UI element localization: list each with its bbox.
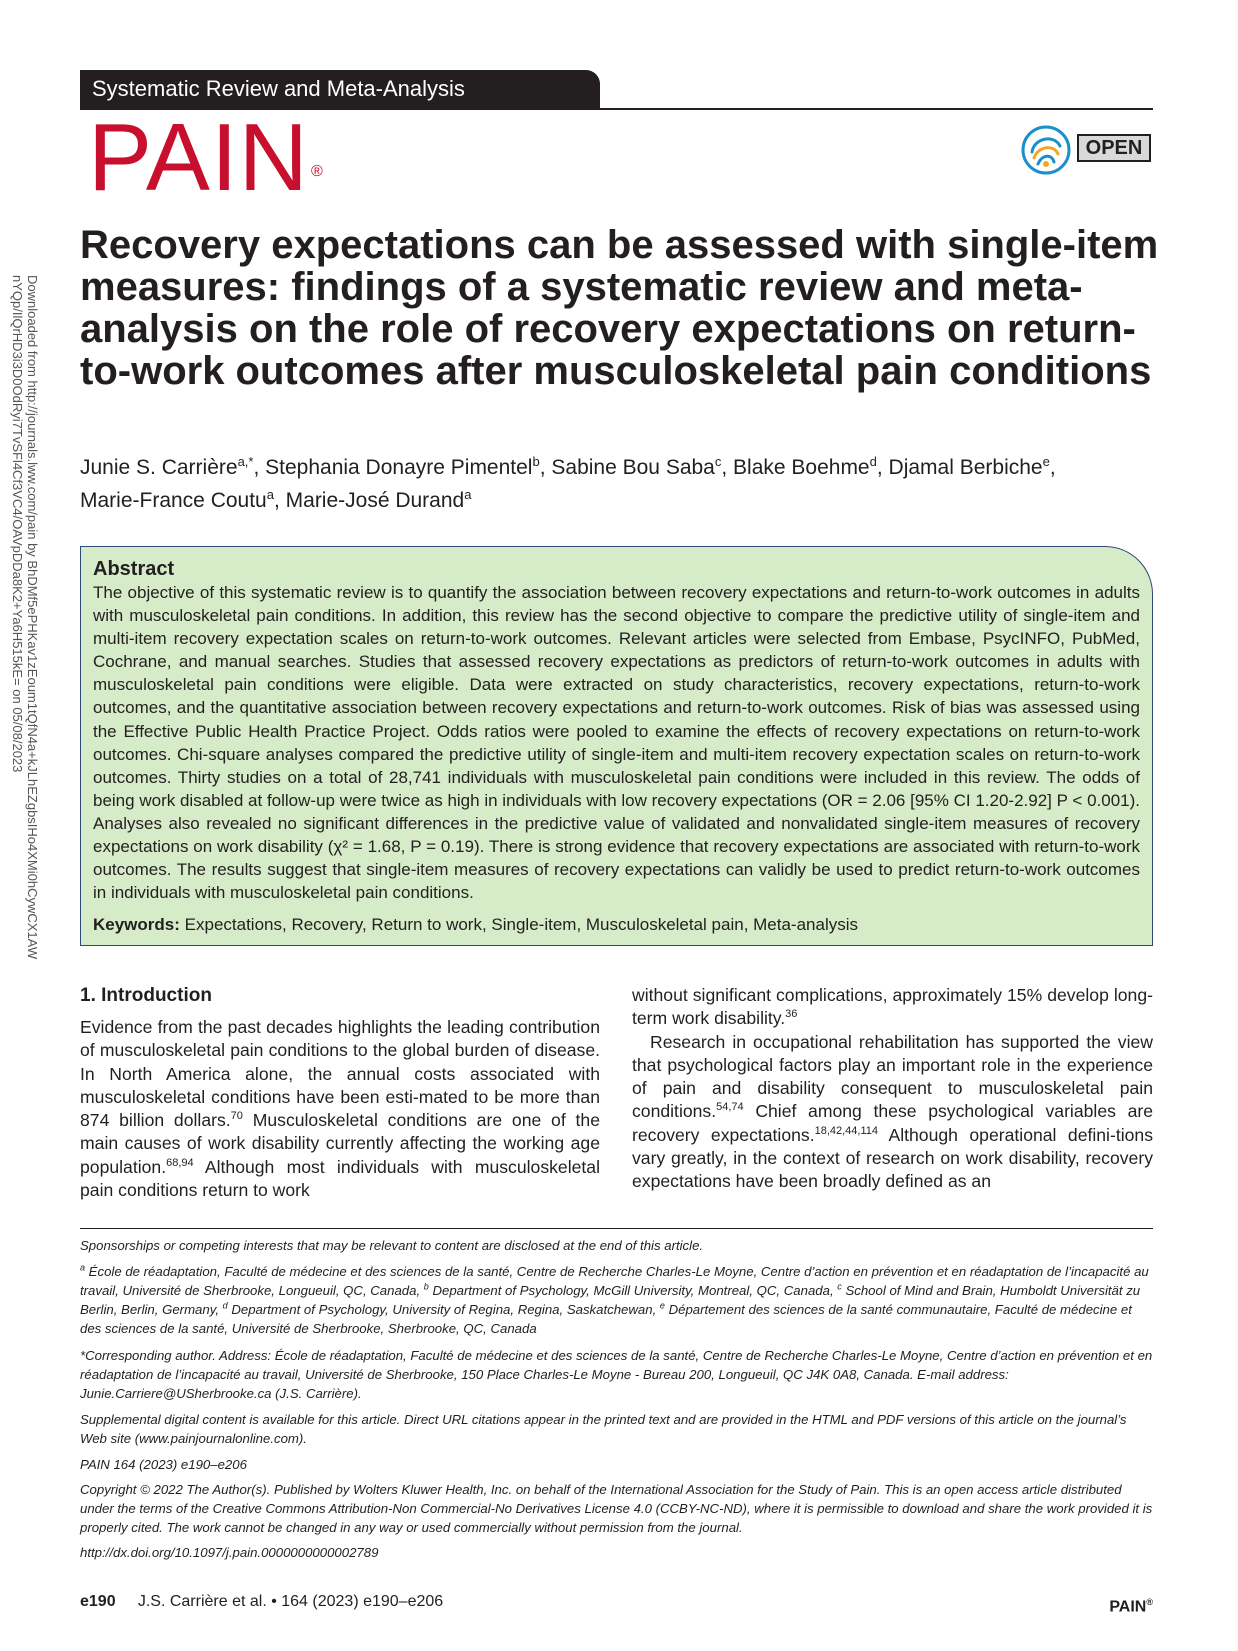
author-name: Marie-José Durand: [285, 489, 465, 512]
doi-link[interactable]: http://dx.doi.org/10.1097/j.pain.0000000000002789: [80, 1545, 379, 1560]
abstract-heading: Abstract: [93, 558, 175, 580]
intro-paragraph-continued: without significant complications, approximately 15% develop long-term work disability.$^{36}$: [632, 985, 1153, 1029]
footer-journal-name: PAIN®: [1109, 1597, 1153, 1616]
author-name: Djamal Berbiche: [888, 456, 1043, 479]
intro-right-column: [632, 984, 1153, 1194]
author-affiliation: a: [464, 487, 472, 502]
page-number: e190: [80, 1593, 116, 1610]
author-name: Marie-France Coutu: [80, 489, 267, 512]
article-title: Recovery expectations can be assessed with single-item measures: findings of a systematic review and meta-analysis on the role of recovery expectations on return-to-work outcomes after musculoskeletal pain conditions: [80, 223, 1159, 393]
abstract-text: The objective of this systematic review is to quantify the association between recovery expectations and return-to-work outcomes in adults with musculoskeletal pain conditions. In addition, this review has the second objective to compare the predictive utility of single-item and multi-item recovery expectation scales on return-to-work outcomes. Relevant articles were selected from Embase, PsycINFO, PubMed, Cochrane, and manual searches. Studies that assessed recovery expectations as predictors of return-to-work outcomes in adults with musculoskeletal pain conditions were eligible. Data were extracted on study characteristics, recovery expectations, return-to-work outcomes, and the quantitative association between recovery expectations and return-to-work outcomes. Risk of bias was assessed using the Effective Public Health Practice Project. Odds ratios were pooled to examine the effects of recovery expectations on return-to-work outcomes. Chi-square analyses compared the predictive utility of single-item and multi-item recovery expectation scales on return-to-work outcomes. Thirty studies on a total of 28,741 individuals with musculoskeletal pain conditions were included in this review. The odds of being work disabled at follow-up were twice as high in individuals with low recovery expectations (OR = 2.06 [95% CI 1.20-2.92] P < 0.001). Analyses also revealed no significant differences in the predictive value of validated and nonvalidated single-item measures of recovery expectations on work disability (χ² = 1.68, P = 0.19). There is strong evidence that recovery expectations are associated with return-to-work outcomes. The results suggest that single-item measures of recovery expectations can validly be used to predict return-to-work outcomes in individuals with musculoskeletal pain conditions.: [93, 583, 1140, 903]
logo-registered-mark: ®: [310, 163, 324, 180]
keywords-list: Expectations, Recovery, Return to work, Single-item, Musculoskeletal pain, Meta-analysis: [184, 915, 859, 935]
journal-logo: [88, 104, 324, 211]
citation-ref: 36: [785, 1008, 798, 1021]
author-affiliation: d: [869, 454, 877, 469]
footer-registered-mark: ®: [1146, 1597, 1153, 1607]
author-list: Junie S. Carrière$^{a,*}$, Stephania Donayre Pimentel$^b$, Sabine Bou Saba$^c$, Blake Boehme$^d$, Djamal Berbiche$^e$, Marie-France Coutu$^a$, Marie-José Durand$^a$: [80, 454, 1056, 512]
intro-left-column: [80, 984, 600, 1202]
running-citation: J.S. Carrière et al. • 164 (2023) e190–e206: [137, 1593, 444, 1610]
affiliation-marker: c: [837, 1281, 842, 1292]
intro-paragraph: Research in occupational rehabilitation has supported the view that psychological factors play an important role in the experience of pain and disability consequent to musculoskeletal pain conditions.$^{54,74}$ Chief among these psychological variables are recovery expectations.$^{18,42,44,114}$ Although operational defini-tions vary greatly, in the context of research on work disability, recovery expectations have been broadly defined as an: [632, 1031, 1153, 1192]
author-name: Sabine Bou Saba: [551, 456, 715, 479]
sponsorship-note: Sponsorships or competing interests that may be relevant to content are disclosed at the end of this article.: [80, 1238, 704, 1253]
author-name: Stephania Donayre Pimentel: [265, 456, 533, 479]
supplemental-note: Supplemental digital content is available for this article. Direct URL citations appear in the printed text and are provided in the HTML and PDF versions of this article on the journal’s Web site (www.painjournalonline.com).: [80, 1412, 1127, 1446]
author-affiliation: b: [532, 454, 540, 469]
corresponding-author-note: *Corresponding author. Address: École de réadaptation, Faculté de médecine et des sciences de la santé, Centre de Recherche Charles-Le Moyne, Centre d’action en prévention et en réadaptation de l’incapacité au travail, Université de Sherbrooke, 150 Place Charles-Le Moyne - Bureau 200, Longueuil, QC J4K 0A8, Canada. E-mail address: Junie.Carriere@USherbrooke.ca (J.S. Carrière).: [80, 1348, 1153, 1401]
section-label: Systematic Review and Meta-Analysis: [80, 70, 600, 108]
page-footer: [80, 1590, 1153, 1614]
citation-note: PAIN 164 (2023) e190–e206: [80, 1457, 247, 1472]
affiliations-note: $^a$ École de réadaptation, Faculté de médecine et des sciences de la santé, Centre de Recherche Charles-Le Moyne, Centre d’action en prévention et en réadaptation de l’incapacité au travail, Université de Sherbrooke, Longueuil, QC, Canada, $^b$ Department of Psychology, McGill University, Montreal, QC, Canada, $^c$ School of Mind and Brain, Humboldt Universität zu Berlin, Berlin, Germany, $^d$ Department of Psychology, University of Regina, Regina, Saskatchewan, $^e$ Département des sciences de la santé communautaire, Faculté de médecine et des sciences de la santé, Université de Sherbrooke, Sherbrooke, QC, Canada: [80, 1262, 1149, 1336]
keywords: [93, 913, 1140, 936]
author-name: Blake Boehme: [733, 456, 870, 479]
open-access-badge: OPEN: [1077, 134, 1151, 162]
keywords-label: Keywords:: [93, 915, 180, 935]
citation-ref: 54,74: [716, 1101, 744, 1114]
affiliation-marker: d: [222, 1300, 228, 1311]
author-affiliation: a: [266, 487, 274, 502]
copyright-note: Copyright © 2022 The Author(s). Published by Wolters Kluwer Health, Inc. on behalf of the International Association for the Study of Pain. This is an open access article distributed under the terms of the Creative Commons Attribution-Non Commercial-No Derivatives License 4.0 (CCBY-NC-ND), where it is permissible to download and share the work provided it is properly cited. The work cannot be changed in any way or used commercially without permission from the journal.: [80, 1482, 1153, 1535]
author-affiliation: e: [1042, 454, 1050, 469]
author-affiliation: c: [714, 454, 722, 469]
download-watermark: Downloaded from http://journals.lww.com/pain by BhDMf5ePHKav1zEoum1tQfN4a+kJLhEZgbsIHo4XMi0hCywCX1AW nYQp/IlQrHD3i3D0OdRyi7TvSFl4Cf3VC4/OAVpDDa8K2+Ya6H515kE= on 05/08/2023: [10, 275, 40, 960]
intro-paragraph: Evidence from the past decades highlights the leading contribution of musculoskeletal pain conditions to the global burden of disease. In North America alone, the annual costs associated with musculoskeletal conditions have been esti-mated to be more than 874 billion dollars.$^{70}$ Musculoskeletal conditions are one of the main causes of work disability currently affecting the working age population.$^{68,94}$ Although most individuals with musculoskeletal pain conditions return to work: [80, 1017, 600, 1201]
author-affiliation: a,*: [237, 454, 254, 469]
abstract-box: [80, 546, 1153, 946]
affiliation-marker: a: [80, 1262, 86, 1273]
citation-ref: 70: [230, 1110, 243, 1123]
footnote-rule: [80, 1228, 1153, 1229]
affiliation-marker: b: [423, 1281, 429, 1292]
citation-ref: 18,42,44,114: [814, 1124, 879, 1137]
affiliation-marker: e: [659, 1300, 665, 1311]
author-name: Junie S. Carrière: [80, 456, 238, 479]
logo-text: PAIN: [88, 104, 309, 211]
section-heading-introduction: 1. Introduction: [80, 985, 212, 1006]
citation-ref: 68,94: [166, 1156, 194, 1169]
open-access-icon: [1020, 124, 1072, 176]
